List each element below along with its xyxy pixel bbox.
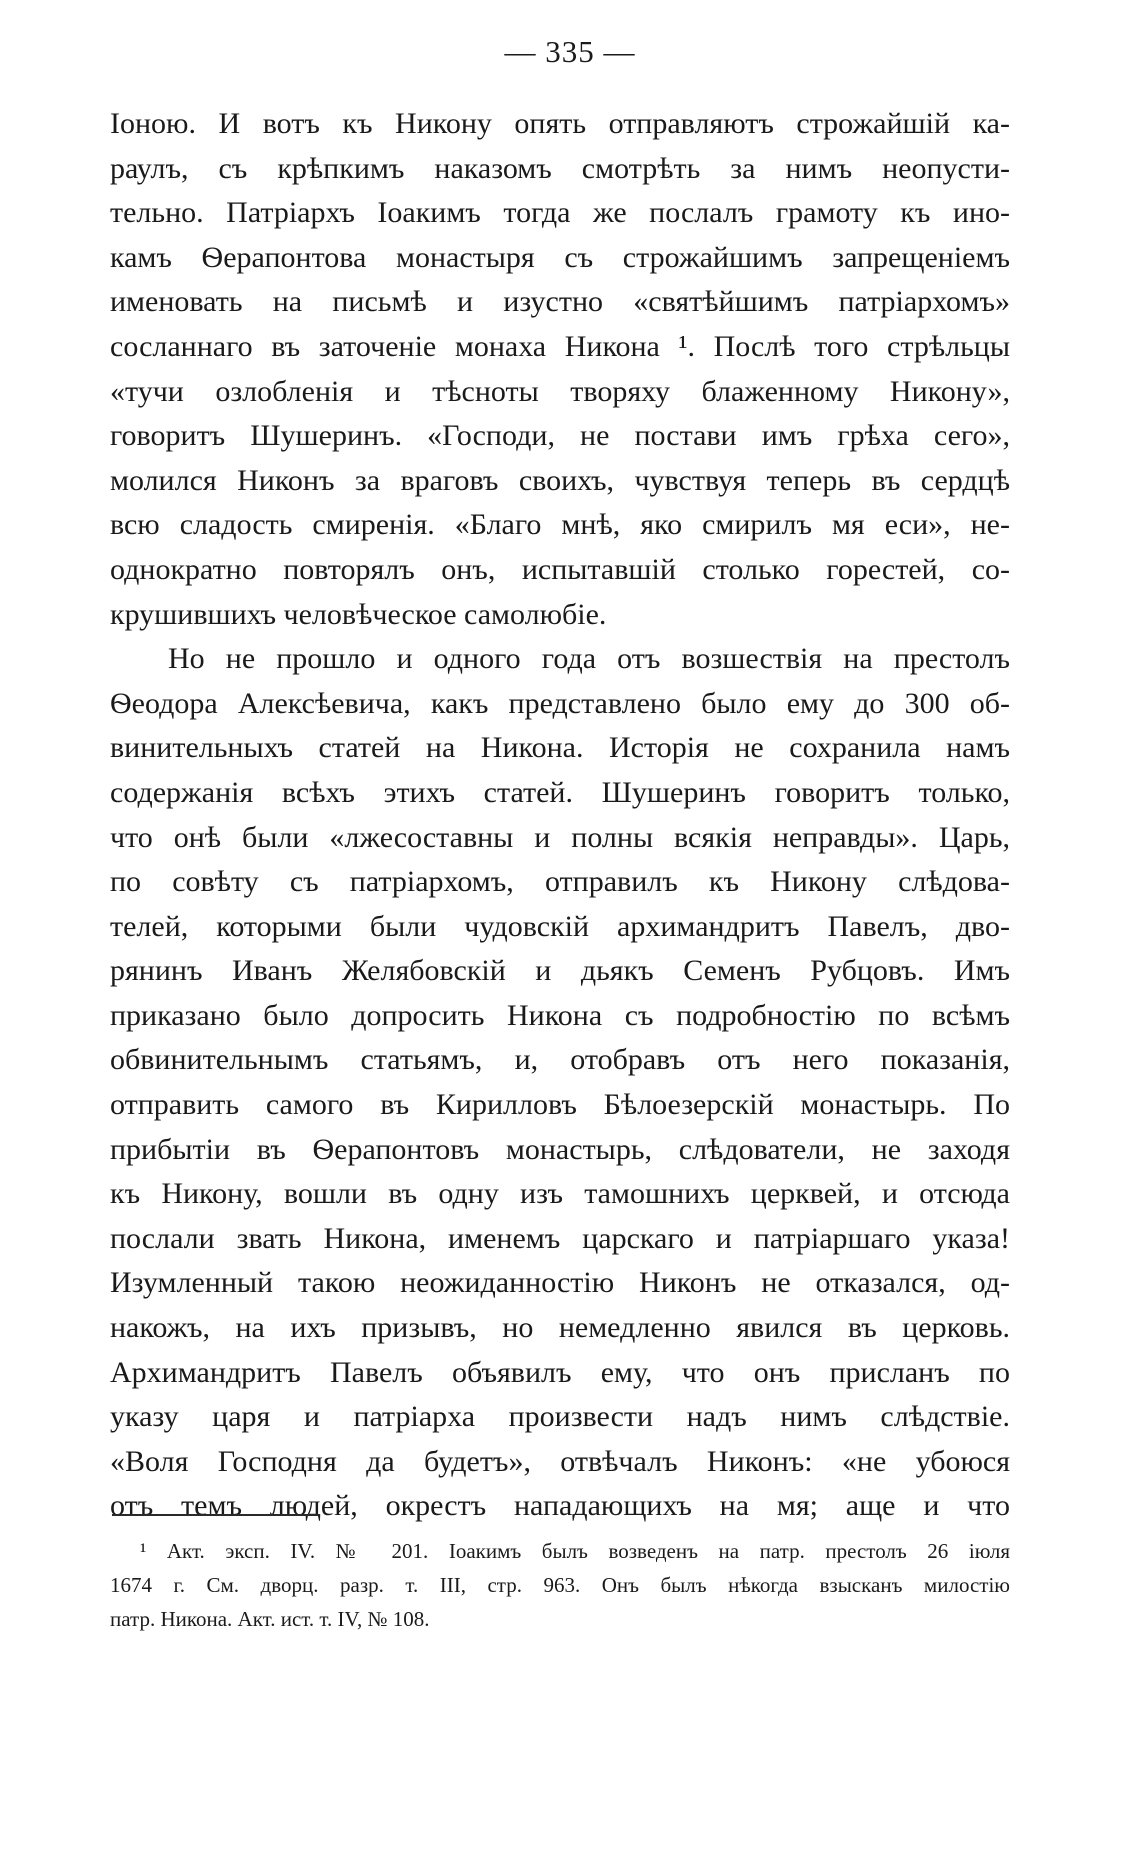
- text-line: послали звать Никона, именемъ царскаго и патріаршаго указа!: [110, 1221, 1010, 1255]
- text-line: молился Никонъ за враговъ своихъ, чувствуя теперь въ сердцѣ: [110, 463, 1010, 497]
- text-line: винительныхъ статей на Никона. Исторія не сохранила намъ: [110, 731, 1010, 765]
- text-line: Но не прошло и одного года отъ возшествія на престолъ: [168, 642, 1010, 676]
- text-line: приказано было допросить Никона съ подробностію по всѣмъ: [110, 998, 1010, 1032]
- text-line: однократно повторялъ онъ, испытавшій столько горестей, со-: [110, 552, 1010, 586]
- text-line: тельно. Патріархъ Іоакимъ тогда же послалъ грамоту къ ино-: [110, 196, 1010, 230]
- text-line: Архимандритъ Павелъ объявилъ ему, что онъ присланъ по: [110, 1355, 1010, 1389]
- text-line: именовать на письмѣ и изустно «святѣйшимъ патріархомъ»: [110, 285, 1010, 319]
- text-line: обвинительнымъ статьямъ, и, отобравъ отъ него показанія,: [110, 1043, 1010, 1077]
- text-line: сосланнаго въ заточеніе монаха Никона ¹. Послѣ того стрѣльцы: [110, 329, 1010, 363]
- text-line: содержанія всѣхъ этихъ статей. Шушеринъ говоритъ только,: [110, 775, 1010, 809]
- text-line: «тучи озлобленія и тѣсноты творяху блаженному Никону»,: [110, 374, 1010, 408]
- text-line: камъ Ѳерапонтова монастыря съ строжайшимъ запрещеніемъ: [110, 240, 1010, 274]
- text-line: крушившихъ человѣческое самолюбіе.: [110, 597, 607, 631]
- text-line: отъ темъ людей, окрестъ нападающихъ на мя; аще и что: [110, 1489, 1010, 1523]
- text-line: раулъ, съ крѣпкимъ наказомъ смотрѣть за нимъ неопусти-: [110, 151, 1010, 185]
- text-line: накожъ, на ихъ призывъ, но немедленно явился въ церковь.: [110, 1311, 1010, 1345]
- text-line: Изумленный такою неожиданностію Никонъ не отказался, од-: [110, 1266, 1010, 1300]
- text-line: телей, которыми были чудовскій архимандритъ Павелъ, дво-: [110, 909, 1010, 943]
- footnotes: [110, 1534, 1010, 1636]
- text-line: что онѣ были «лжесоставны и полны всякія неправды». Царь,: [110, 820, 1010, 854]
- footnote-line: ¹ Акт. эксп. IV. № 201. Іоакимъ былъ возведенъ на патр. престолъ 26 іюля: [140, 1539, 1010, 1563]
- text-line: всю сладость смиренія. «Благо мнѣ, яко смирилъ мя еси», не-: [110, 508, 1010, 542]
- text-line: по совѣту съ патріархомъ, отправилъ къ Никону слѣдова-: [110, 865, 1010, 899]
- text-line: отправить самого въ Кирилловъ Бѣлоезерскій монастырь. По: [110, 1088, 1010, 1122]
- footnote-line: патр. Никона. Акт. ист. т. IV, № 108.: [110, 1607, 430, 1631]
- text-line: говоритъ Шушеринъ. «Господи, не постави имъ грѣха сего»,: [110, 419, 1010, 453]
- page-number: — 335 —: [504, 34, 636, 69]
- text-line: къ Никону, вошли въ одну изъ тамошнихъ церквей, и отсюда: [110, 1177, 1010, 1211]
- text-line: «Воля Господня да будетъ», отвѣчалъ Никонъ: «не убоюся: [110, 1444, 1010, 1478]
- text-line: рянинъ Иванъ Желябовскій и дьякъ Семенъ Рубцовъ. Имъ: [110, 954, 1010, 988]
- text-line: прибытіи въ Ѳерапонтовъ монастырь, слѣдователи, не заходя: [110, 1132, 1010, 1166]
- footnote-separator: [112, 1514, 320, 1516]
- text-line: Ѳеодора Алексѣевича, какъ представлено было ему до 300 об-: [110, 686, 1010, 720]
- text-line: указу царя и патріарха произвести надъ нимъ слѣдствіе.: [110, 1400, 1010, 1434]
- footnote-line: 1674 г. См. дворц. разр. т. III, стр. 963. Онъ былъ нѣкогда взысканъ милостію: [110, 1573, 1010, 1597]
- text-line: Іоною. И вотъ къ Никону опять отправляютъ строжайшій ка-: [110, 107, 1010, 140]
- body-text: [110, 102, 1010, 1529]
